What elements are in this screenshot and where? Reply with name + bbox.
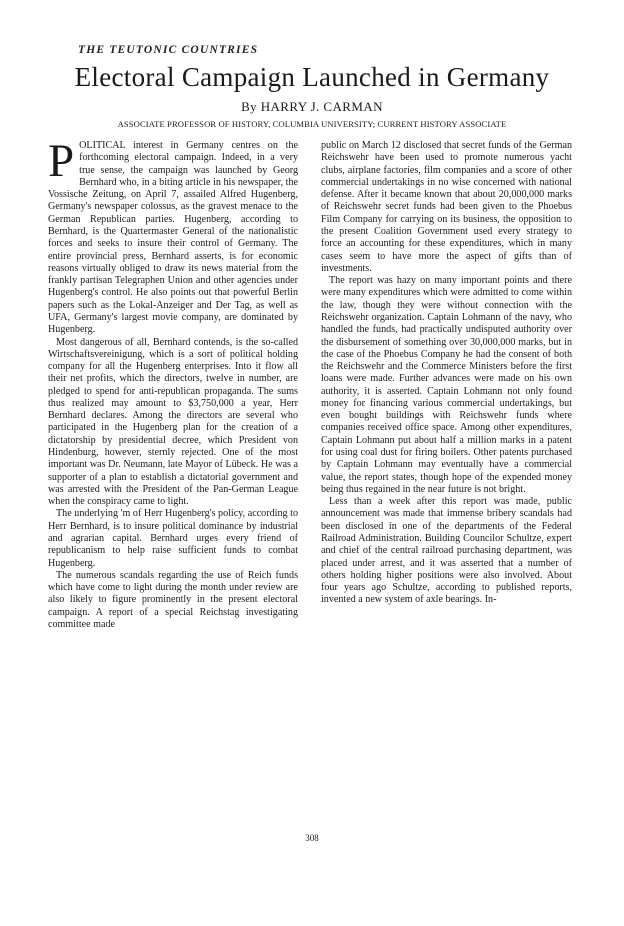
drop-cap: P bbox=[48, 135, 75, 187]
paragraph: The numerous scandals regarding the use of Reich funds which have come to light during the month under review are also likely to figure prominently in the present electoral campaign. A report of a special Reichstag investigating committee made bbox=[48, 569, 298, 630]
section-label: THE TEUTONIC COUNTRIES bbox=[78, 44, 259, 56]
page-number: 308 bbox=[305, 833, 319, 843]
left-column bbox=[48, 135, 298, 631]
paragraph: public on March 12 disclosed that secret funds of the German Reichswehr have been used to promote numerous yacht clubs, airplane factories, film companies and a score of other commercial undertakings in no wise concerned with national defense. After it became known that about 20,000,000 marks of Reichswehr secret funds had been given to the Phoebus Film Company for carrying on its business, the opposition to the present Coalition Government used every strategy to force an accounting for these expenditures, which in many cases seem to have more the aspect of gifts than of investments. bbox=[321, 140, 572, 274]
right-column bbox=[321, 140, 572, 607]
paragraph bbox=[48, 135, 298, 337]
paragraph: The underlying 'm of Herr Hugenberg's policy, according to Herr Bernhard, is to insure political dominance by industrial and agrarian capital. Bernhard urges every friend of republicanism to help raise sufficient funds to combat Hugenberg. bbox=[48, 508, 298, 569]
paragraph-text: OLITICAL interest in Germany centres on the forthcoming electoral campaign. Indeed, in a very true sense, the campaign was launched by Georg Bernhard who, in a biting article in his newspaper, the Vossische Zeitung, on April 7, assailed Alfred Hugenberg, Germany's newspaper colossus, as the gravest menace to the German Republican parties. Hugenberg, according to Bernhard, is the Quartermaster General of the nationalistic forces and seeks to insure their control of Germany. The entire provincial press, Bernhard asserts, is for economic reasons virtually obliged to draw its news material from the frankly partisan Telegraphen Union and other agencies under Hugenberg's control. He also points out that powerful Berlin papers such as the Lokal-Anzeiger and Der Tag, as well as UFA, Germany's largest movie company, are dominated by Hugenberg. bbox=[48, 140, 298, 336]
paragraph: Less than a week after this report was made, public announcement was made that immense bribery scandals had been disclosed in one of the departments of the Federal Railroad Administration. Building Councilor Schultze, expert and chief of the central railroad purchasing department, was placed under arrest, and it was asserted that a number of others holding higher positions were also involved. About four years ago Schultze, according to published reports, invented a new system of axle bearings. In- bbox=[321, 496, 572, 606]
author-affiliation: ASSOCIATE PROFESSOR OF HISTORY, COLUMBIA UNIVERSITY; CURRENT HISTORY ASSOCIATE bbox=[117, 119, 507, 129]
article-title: Electoral Campaign Launched in Germany bbox=[74, 62, 550, 92]
paragraph: Most dangerous of all, Bernhard contends, is the so-called Wirtschaftsvereinigung, which is a sort of political holding company for all the Hugenberg enterprises. Into it flow all their net profits, which the directors, twelve in number, are pledged to spend for anti-republican propaganda. The sums thus realized may amount to $3,750,000 a year, Herr Bernhard declares. Among the directors are several who participated in the Hugenberg plan for the creation of a dictatorship by presidential decree, which President von Hindenburg, however, sternly rejected. One of the most important was Dr. Neumann, late Mayor of Lübeck. He was a supporter of a plan to establish a dictatorial government and was arrested with the President of the Pan-German League when the conspiracy came to light. bbox=[48, 336, 298, 508]
paragraph: The report was hazy on many important points and there were many expenditures which were admitted to come within the law, though they were without connection with the Reichswehr organization. Captain Lohmann of the navy, who handled the funds, had practically undisputed authority over the disbursement of something over 30,000,000 marks, but in the case of the Phoebus Company he had the consent of both the Reichswehr and the Commerce Ministers before the first loans were made. Further advances were made on his own authority, it is asserted. Captain Lohmann not only found money for financing various commercial undertakings, but even bought buildings with Reichswehr funds where companies received office space. Among other expenditures, Captain Lohmann put about half a million marks in a patent for using coal dust for firing boilers. Other patents purchased by Captain Lohmann may eventually have a commercial value, the report states, though hope of the expended money being thus regained in the near future is not bright. bbox=[321, 275, 572, 495]
byline: By HARRY J. CARMAN bbox=[241, 99, 383, 114]
